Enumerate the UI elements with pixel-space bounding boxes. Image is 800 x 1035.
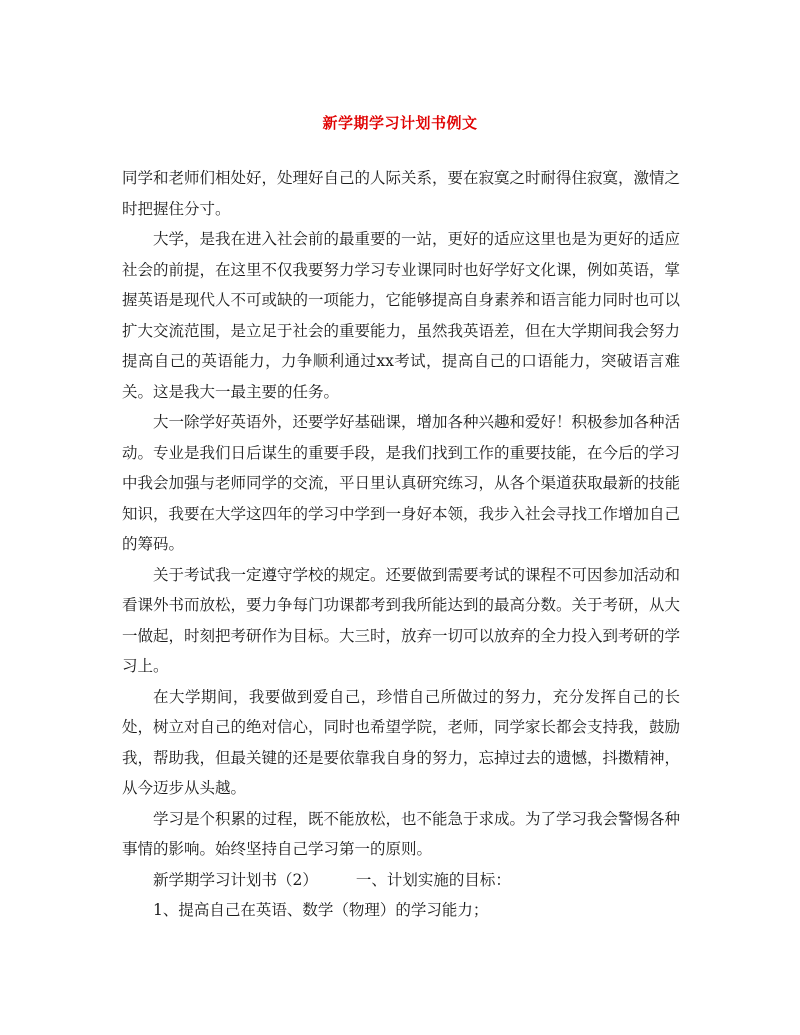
paragraph-foundation-courses: 大一除学好英语外，还要学好基础课，增加各种兴趣和爱好！积极参加各种活动。专业是我们日后谋生的重要手段，是我们找到工作的重要技能，在今后的学习中我会加强与老师同学的交流，平日里认真研究练习，从各个渠道获取最新的技能知识，我要在大学这四年的学习中学到一身好本领，我步入社会寻找工作增加自己的筹码。 — [122, 413, 681, 553]
paragraph-self-reliance: 在大学期间，我要做到爱自己，珍惜自己所做过的努力，充分发挥自己的长处，树立对自己的绝对信心，同时也希望学院，老师，同学家长都会支持我，鼓励我，帮助我，但最关键的还是要依靠我自身的努力，忘掉过去的遗憾，抖擞精神，从今迈步从头越。 — [122, 687, 681, 797]
paragraph-exams: 关于考试我一定遵守学校的规定。还要做到需要考试的课程不可因参加活动和看课外书而放松，要力争每门功课都考到我所能达到的最高分数。关于考研，从大一做起，时刻把考研作为目标。大三时，放弃一切可以放弃的全力投入到考研的学习上。 — [122, 565, 681, 675]
plan-section-heading: 一、计划实施的目标： — [355, 870, 511, 889]
goal-item-1: 1、提高自己在英语、数学（物理）的学习能力； — [153, 901, 489, 919]
plan-heading: 新学期学习计划书（2） — [153, 870, 318, 889]
plan-heading-line — [122, 865, 680, 896]
paragraph-university-english: 大学，是我在进入社会前的最重要的一站，更好的适应这里也是为更好的适应社会的前提，在这里不仅我要努力学习专业课同时也好学好文化课，例如英语，掌握英语是现代人不可或缺的一项能力，它能够提高自身素养和语言能力同时也可以扩大交流范围，是立足于社会的重要能力，虽然我英语差，但在大学期间我会努力提高自己的英语能力，力争顺利通过xx考试，提高自己的口语能力，突破语言难关。这是我大一最主要的任务。 — [122, 230, 681, 401]
document-title: 新学期学习计划书例文 — [322, 114, 478, 132]
paragraph-learning-process: 学习是个积累的过程，既不能放松，也不能急于求成。为了学习我会警惕各种事情的影响。始终坚持自己学习第一的原则。 — [122, 809, 681, 858]
document-body — [122, 163, 680, 926]
paragraph-relationships: 同学和老师们相处好，处理好自己的人际关系，要在寂寞之时耐得住寂寞，激情之时把握住分寸。 — [122, 169, 681, 218]
